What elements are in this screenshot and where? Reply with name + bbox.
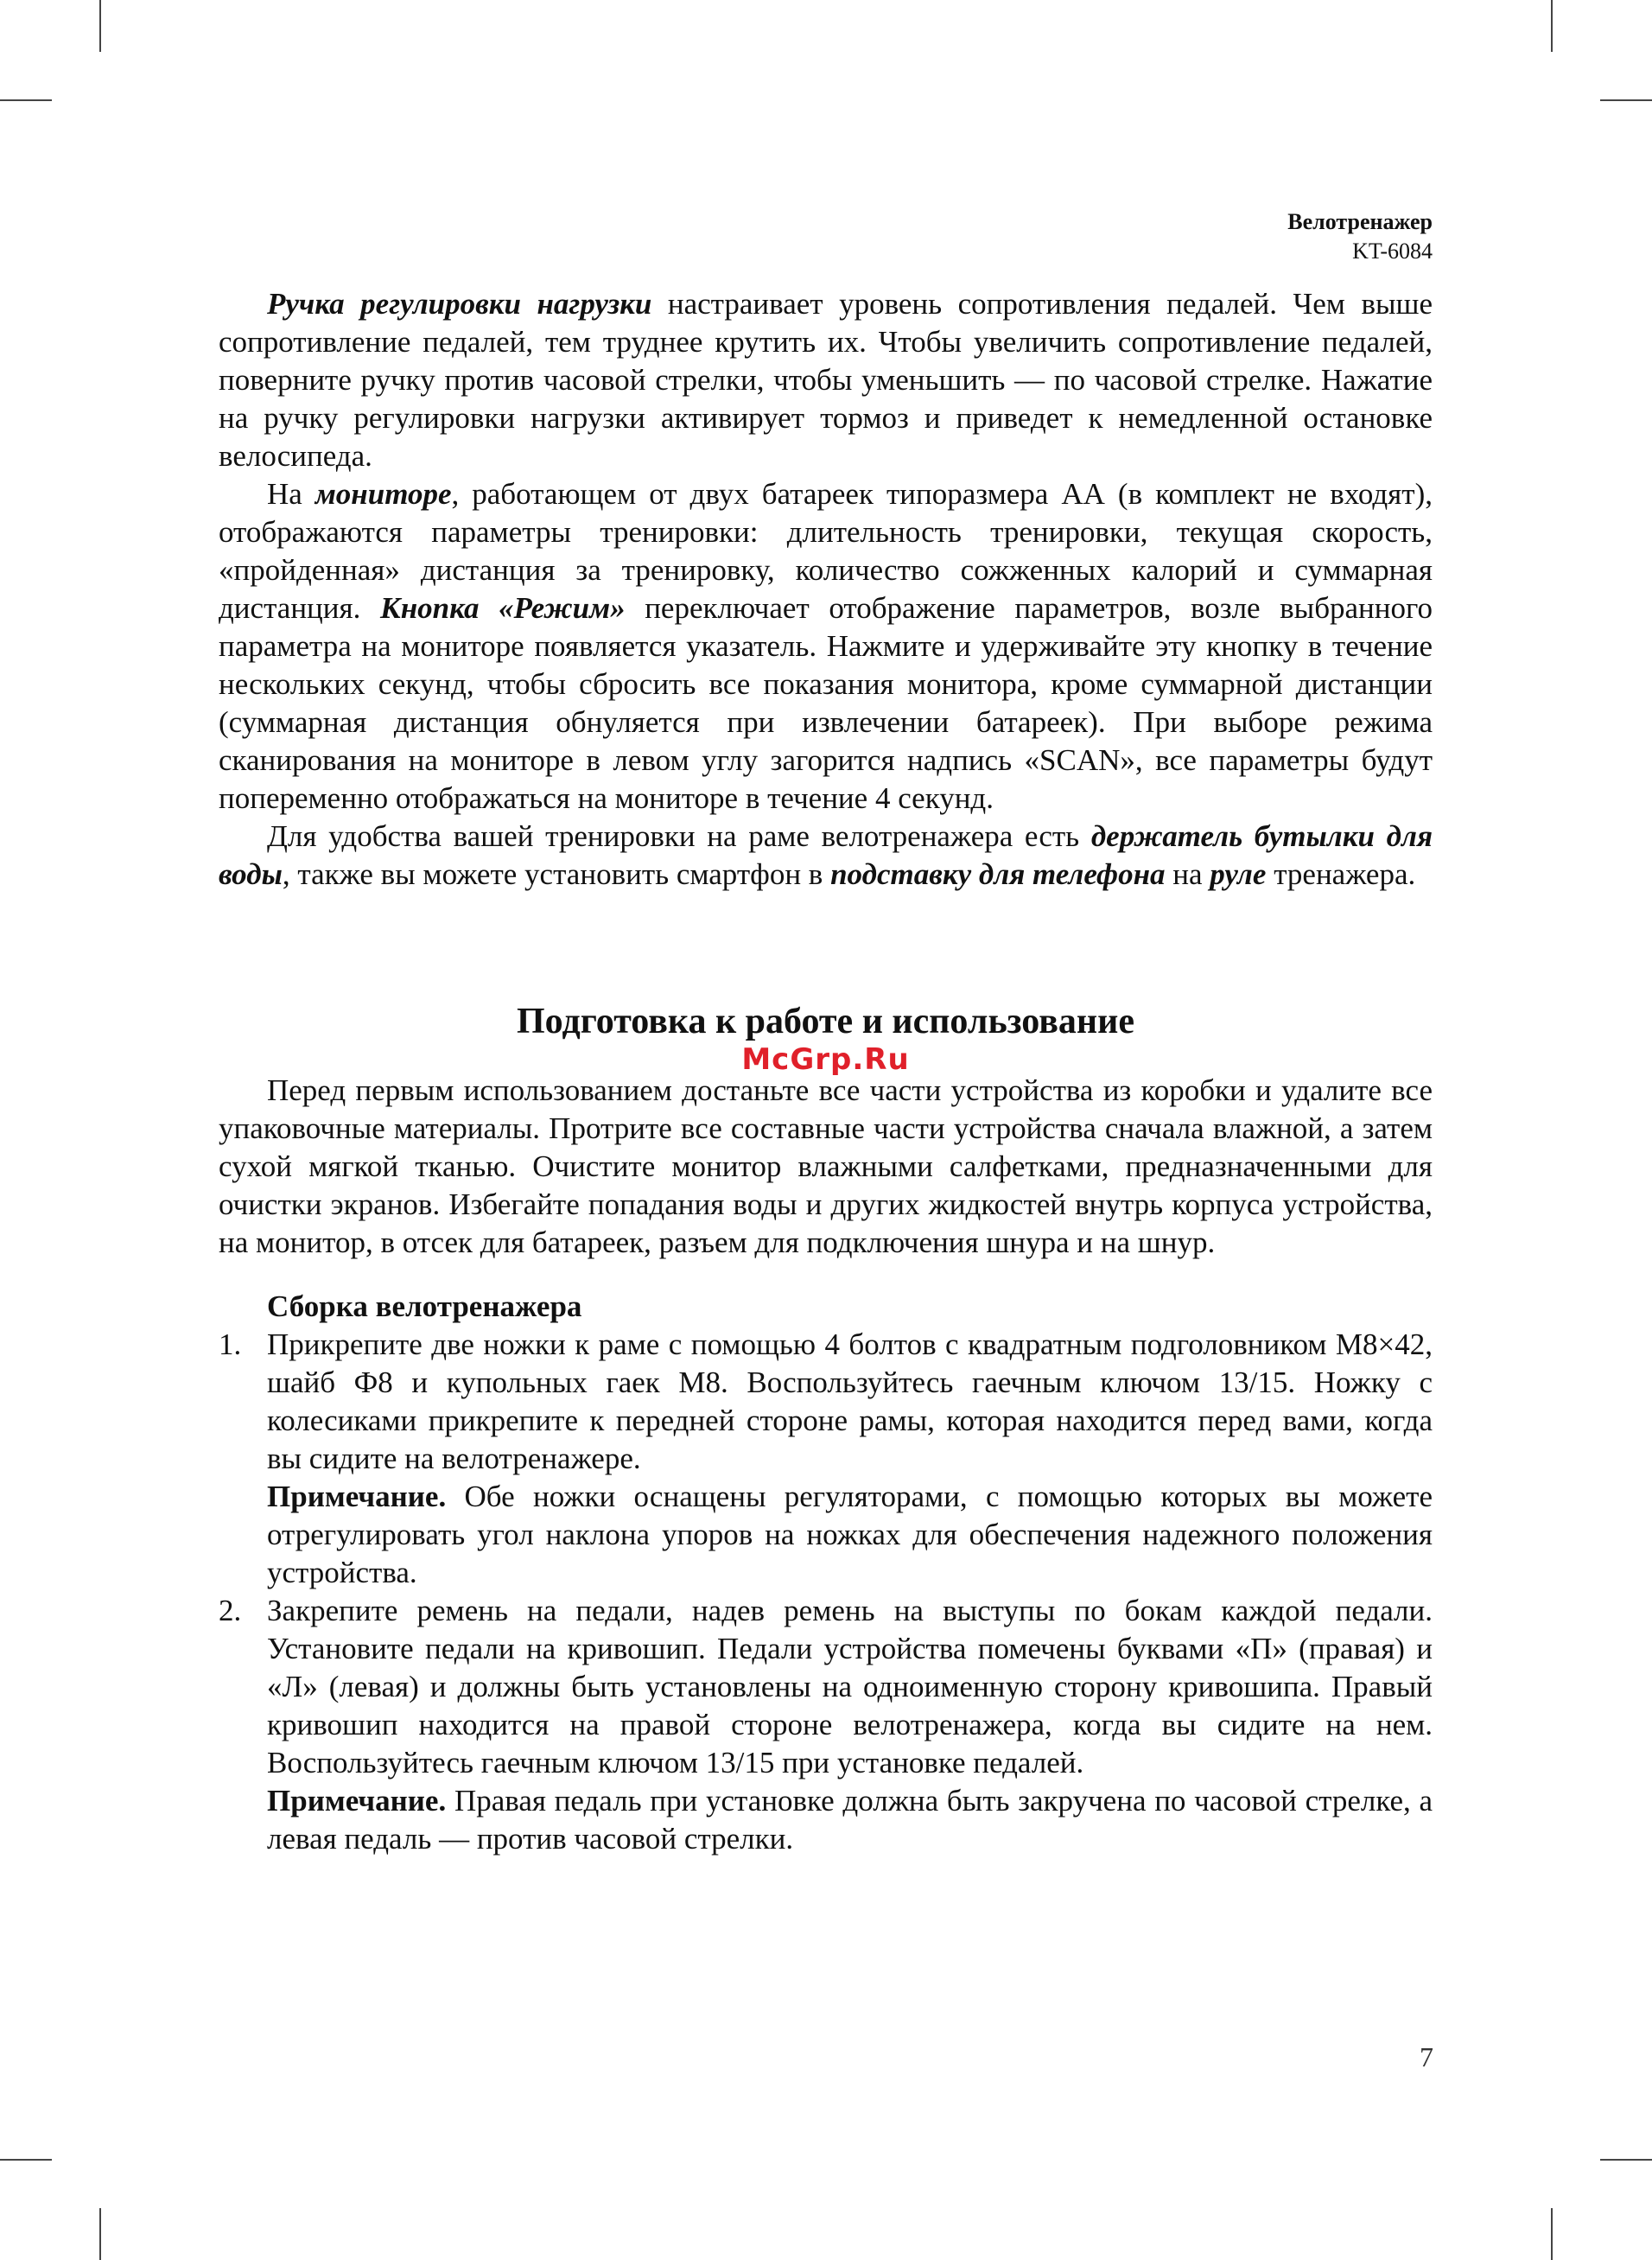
intro-paragraph-3 <box>219 818 1433 894</box>
step-note <box>267 1782 1433 1858</box>
paragraph-text: , также вы можете установить смартфон в <box>282 857 831 891</box>
header-model: KT-6084 <box>1352 239 1433 264</box>
paragraph-text: На <box>267 477 315 511</box>
crop-mark <box>1600 99 1652 101</box>
crop-mark <box>99 2208 101 2260</box>
paragraph-text: Для удобства вашей тренировки на раме велотренажера есть <box>267 819 1091 853</box>
page-content <box>219 207 1433 1858</box>
term-monitor: мониторе <box>315 477 452 511</box>
term-bottle-holder: держатель бутылки для воды <box>219 819 1433 891</box>
page-number: 7 <box>1420 2041 1433 2072</box>
section-title-text: Подготовка к работе и использование <box>517 1002 1134 1041</box>
paragraph-text: , работающем от двух батареек типоразмера АА (в комплект не входят), отображаются параметры тренировки: длительность тренировки, текущая скорость, «пройденная» дистанция за тренировку, количество сожженных калорий и суммарная дистанция. <box>219 477 1433 625</box>
crop-mark <box>0 2159 52 2161</box>
term-phone-stand: подставку для телефона <box>830 857 1166 891</box>
paragraph-text: переключает отображение параметров, возле выбранного параметра на мониторе появляется указатель. Нажмите и удерживайте эту кнопку в течение нескольких секунд, чтобы сбросить все показания монитора, кроме суммарной дистанции (суммарная дистанция обнуляется при извлечении батареек). При выборе режима сканирования на мониторе в левом углу загорится надпись «SCAN», все параметры будут попеременно отображаться на мониторе в течение 4 секунд. <box>219 591 1433 815</box>
step-note <box>267 1478 1433 1592</box>
step-number: 1. <box>219 1327 242 1361</box>
list-item <box>219 1592 1433 1858</box>
crop-mark <box>1600 2159 1652 2161</box>
note-text: Правая педаль при установке должна быть закручена по часовой стрелке, а левая педаль — против часовой стрелки. <box>267 1784 1433 1856</box>
section-title <box>219 997 1433 1077</box>
step-text: Прикрепите две ножки к раме с помощью 4 болтов с квадратным подголовником M8×42, шайб Ф8 и купольных гаек M8. Воспользуйтесь гаечным ключом 13/15. Ножку с колесиками прикрепите к передней стороне рамы, которая находится перед вами, когда вы сидите на велотренажере. <box>267 1327 1433 1475</box>
paragraph-text: на <box>1165 857 1210 891</box>
assembly-steps <box>219 1326 1433 1858</box>
note-text: Обе ножки оснащены регуляторами, с помощью которых вы можете отрегулировать угол наклона упоров на ножках для обеспечения надежного положения устройства. <box>267 1480 1433 1589</box>
running-header <box>219 207 1433 266</box>
term-load-knob: Ручка регулировки нагрузки <box>267 287 652 321</box>
header-title: Велотренажер <box>1287 209 1433 234</box>
crop-mark <box>0 99 52 101</box>
term-handlebar: руле <box>1210 857 1267 891</box>
crop-mark <box>1551 2208 1553 2260</box>
note-label: Примечание. <box>267 1480 447 1513</box>
paragraph-text: настраивает уровень сопротивления педалей. Чем выше сопротивление педалей, тем труднее крутить их. Чтобы увеличить сопротивление педалей, поверните ручку против часовой стрелки, чтобы уменьшить — по часовой стрелке. Нажатие на ручку регулировки нагрузки активирует тормоз и приведет к немедленной остановке велосипеда. <box>219 287 1433 473</box>
watermark: McGrp.Ru <box>741 1042 910 1077</box>
intro-paragraph-2 <box>219 475 1433 818</box>
crop-mark <box>99 0 101 52</box>
step-text: Закрепите ремень на педали, надев ремень на выступы по бокам каждой педали. Установите педали на кривошип. Педали устройства помечены буквами «П» (правая) и «Л» (левая) и должны быть установлены на одноименную сторону кривошипа. Правый кривошип находится на правой стороне велотренажера, когда вы сидите на нем. Воспользуйтесь гаечным ключом 13/15 при установке педалей. <box>267 1594 1433 1779</box>
list-item <box>219 1326 1433 1592</box>
paragraph-text: тренажера. <box>1266 857 1416 891</box>
term-mode-button: Кнопка «Режим» <box>379 591 626 625</box>
note-label: Примечание. <box>267 1784 447 1818</box>
intro-paragraph-1 <box>219 285 1433 475</box>
section-paragraph: Перед первым использованием достаньте все части устройства из коробки и удалите все упаковочные материалы. Протрите все составные части устройства сначала влажной, а затем сухой мягкой тканью. Очистите монитор влажными салфетками, предназначенными для очистки экранов. Избегайте попадания воды и других жидкостей внутрь корпуса устройства, на монитор, в отсек для батареек, разъем для подключения шнура и на шнур. <box>219 1073 1433 1259</box>
subheading-assembly: Сборка велотренажера <box>267 1289 582 1323</box>
crop-mark <box>1551 0 1553 52</box>
step-number: 2. <box>219 1594 242 1627</box>
